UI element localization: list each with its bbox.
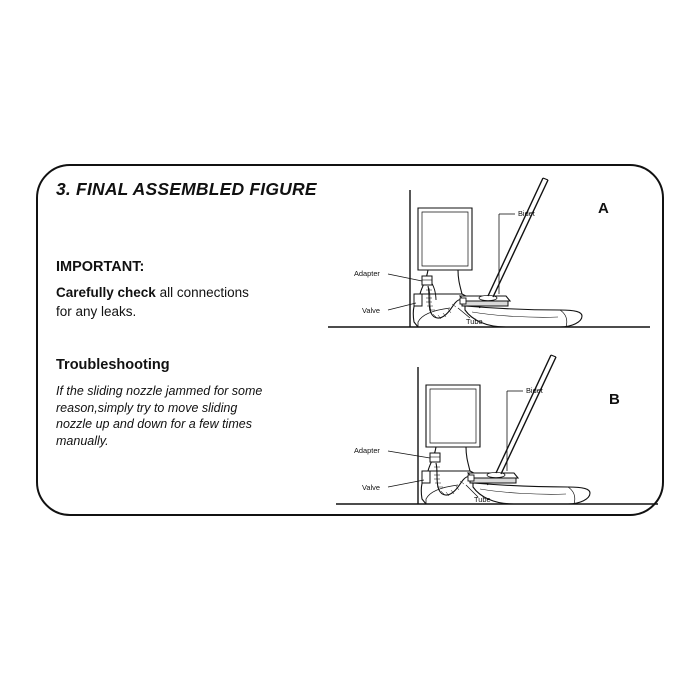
label-tube-b: Tube xyxy=(474,495,491,504)
page-title: 3. FINAL ASSEMBLED FIGURE xyxy=(56,179,317,199)
important-heading: IMPORTANT: xyxy=(56,259,145,275)
label-bidet-b: Bidet xyxy=(526,386,543,395)
assembly-diagram xyxy=(310,170,660,510)
important-bold-text: Carefully check xyxy=(56,285,156,300)
important-body xyxy=(56,283,306,321)
label-adapter-a: Adapter xyxy=(354,269,380,278)
label-adapter-b: Adapter xyxy=(354,446,380,455)
label-valve-b: Valve xyxy=(362,483,380,492)
label-bidet-a: Bidet xyxy=(518,209,535,218)
important-line2: for any leaks. xyxy=(56,304,137,319)
label-tube-a: Tube xyxy=(466,317,483,326)
figure-letter-a: A xyxy=(598,200,609,217)
troubleshooting-body: If the sliding nozzle jammed for some reason,simply try to move sliding nozzle up and down for a few times manually. xyxy=(56,384,263,448)
troubleshooting-heading: Troubleshooting xyxy=(56,357,170,373)
important-rest-text: all connections xyxy=(155,285,249,300)
figure-b-drawing xyxy=(336,355,658,504)
figure-a-drawing xyxy=(328,178,650,327)
label-valve-a: Valve xyxy=(362,306,380,315)
figure-letter-b: B xyxy=(609,391,620,408)
